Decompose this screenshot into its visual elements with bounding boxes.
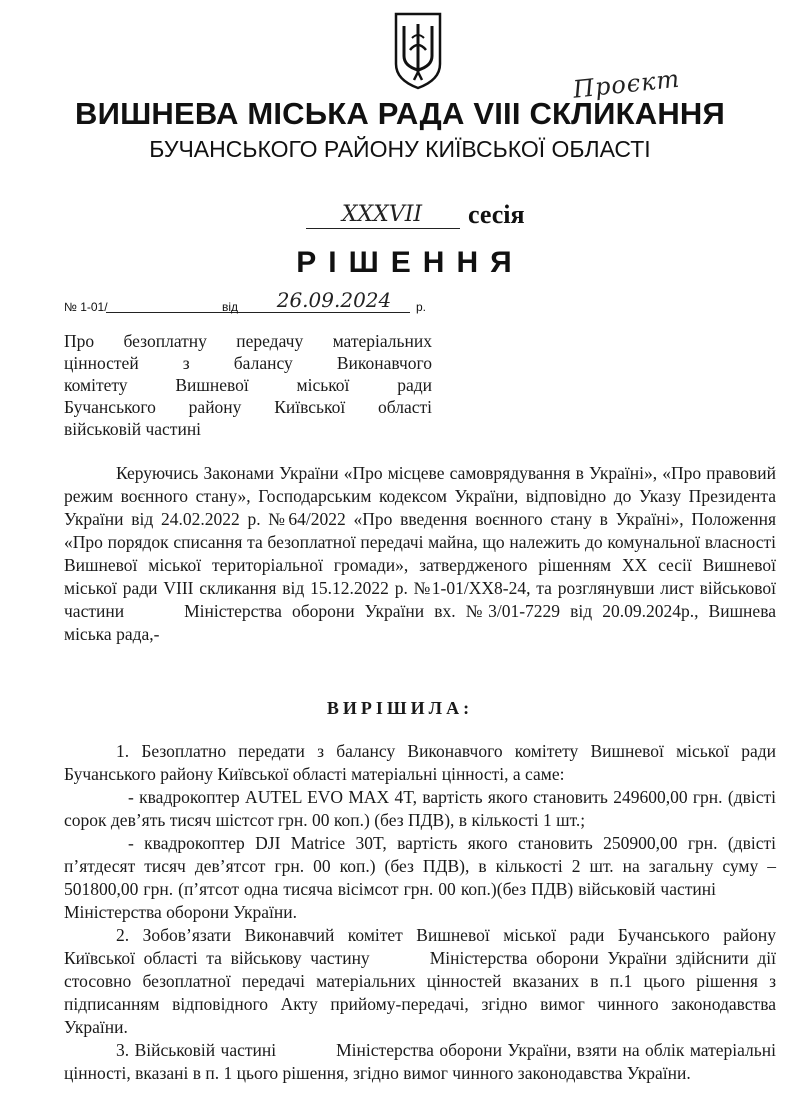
item-2 — [64, 924, 776, 1039]
item-3-text: 3. Військовій частині — [116, 1040, 277, 1060]
registration-date: 26.09.2024 — [276, 288, 392, 312]
registration-year-suffix: р. — [416, 300, 427, 314]
decision-subject — [64, 330, 432, 440]
item-1-subitem-b-text-continued: Міністерства оборони України. — [64, 902, 298, 922]
subject-line: комітету Вишневої міської ради — [64, 375, 432, 395]
item-3 — [64, 1039, 776, 1085]
session-number: XXXVII — [341, 202, 423, 227]
draft-stamp: Проєкт — [571, 64, 682, 104]
item-1-subitem-a: - квадрокоптер AUTEL EVO MAX 4T, вартість якого становить 249600,00 грн. (двісті сорок дев’ять тисяч шістсот грн. 00 коп.) (без ПДВ), в кількості 1 шт.; — [64, 787, 776, 830]
session-line — [300, 200, 560, 236]
decision-items — [64, 740, 776, 1085]
item-2-text: 2. Зобов’язати Виконавчий комітет Вишневої міської ради Бучанського району Київської області та військову частину — [64, 925, 776, 968]
subject-line: цінностей з балансу Виконавчого — [64, 353, 432, 373]
council-subtitle: БУЧАНСЬКОГО РАЙОНУ КИЇВСЬКОЇ ОБЛАСТІ — [149, 136, 651, 162]
subject-line: Бучанського району Київської області — [64, 397, 432, 417]
item-1-intro: 1. Безоплатно передати з балансу Виконавчого комітету Вишневої міської ради Бучанського району Київської області матеріальні цінності, а саме: — [64, 741, 776, 784]
item-1-subitem-b — [64, 832, 776, 924]
council-name: ВИШНЕВА МІСЬКА РАДА VIII СКЛИКАННЯ — [75, 96, 725, 131]
resolved-heading: ВИРІШИЛА: — [326, 698, 474, 718]
subject-line: Про безоплатну передачу матеріальних — [64, 331, 432, 351]
preamble-text: Керуючись Законами України «Про місцеве самоврядування в Україні», «Про правовий режим воєнного стану», Господарським кодексом України, відповідно до Указу Президента України від 24.02.2022 р. №64/2022 «Про введення воєнного стану в Україні», Положення «Про порядок списання та безоплатної передачі майна, що належить до комунальної власності Вишневої міської територіальної громади», затвердженого рішенням XX сесії Вишневої міської ради VIII скликання від 15.12.2022 р. №1-01/XX8-24, та розглянувши лист військової частини — [64, 463, 776, 621]
item-2-text-continued: Міністерства оборони України здійснити дії стосовно безоплатної передачі матеріальних цінностей вказаних в п.1 цього рішення з підписанням відповідного Акту прийому-передачі, згідно вимог чинного законодавства України. — [64, 948, 776, 1037]
decision-title: РІШЕННЯ — [296, 246, 524, 279]
item-1-subitem-b-text: - квадрокоптер DJI Matrice 30T, вартість якого становить 250900,00 грн. (двісті п’ятдесят тисяч дев’ятсот грн. 00 коп.) (без ПДВ), в кількості 2 шт. на загальну суму – 501800,00 грн. (п’ятсот одна тисяча вісімсот грн. 00 коп.)(без ПДВ) військовій частині — [64, 833, 776, 899]
registration-number-prefix: № 1-01/ — [64, 300, 108, 314]
session-underline — [306, 228, 460, 229]
registration-date-underline — [242, 312, 410, 313]
registration-from-label: від — [222, 300, 239, 314]
preamble-text-continued: Міністерства оборони України вх. №3/01-7229 від 20.09.2024р., Вишнева міська рада,- — [64, 601, 776, 644]
subject-line: військовій частині — [64, 419, 202, 439]
trident-coat-of-arms-icon — [392, 10, 444, 90]
session-word: сесія — [468, 200, 525, 229]
registration-line — [64, 288, 464, 318]
preamble-paragraph — [64, 462, 776, 646]
item-3-text-continued: Міністерства оборони України, взяти на облік матеріальні цінності, вказані в п. 1 цього рішення, згідно вимог чинного законодавства України. — [64, 1040, 776, 1083]
